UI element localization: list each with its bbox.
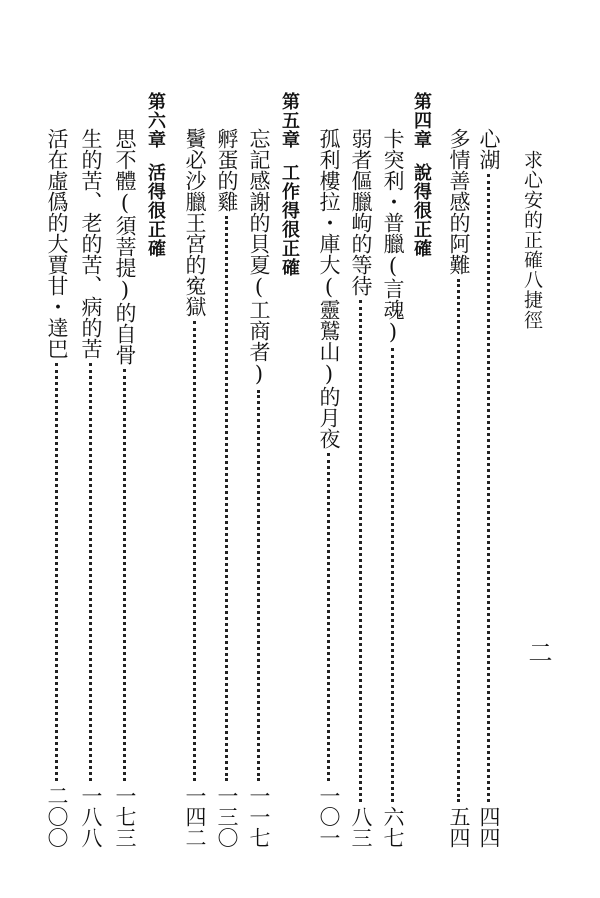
toc-entry-page: 六七 xyxy=(381,806,405,848)
toc-entry-page: 一〇一 xyxy=(317,785,341,848)
toc-entry-title: 活在虛僞的大賈甘・達巴 xyxy=(45,128,69,359)
toc-entry-title: 卡突利・普臘(言魂) xyxy=(381,128,405,344)
toc-entry xyxy=(216,128,237,848)
toc-entry-page: 八三 xyxy=(349,806,373,848)
toc-entry-page: 一一七 xyxy=(247,785,271,848)
toc-entry xyxy=(318,128,339,848)
toc-entry-title: 多情善感的阿難 xyxy=(447,128,471,275)
dot-leader xyxy=(89,363,92,781)
page-number: 二 xyxy=(524,640,552,664)
toc-entry xyxy=(46,128,67,848)
dot-leader xyxy=(225,216,228,781)
running-title: 求心安的正確八捷徑 xyxy=(521,150,543,330)
toc-entry xyxy=(350,128,371,848)
toc-entry-title: 鬢必沙臘王宮的寃獄 xyxy=(183,128,207,317)
dot-leader xyxy=(123,369,126,781)
dot-leader xyxy=(193,321,196,781)
toc-entry-title: 生的苦、老的苦、病的苦 xyxy=(79,128,103,359)
dot-leader xyxy=(359,300,362,802)
toc-entry-title: 思不體(須菩提)的自骨 xyxy=(113,128,137,365)
chapter-title: 工作得很正確 xyxy=(279,163,300,277)
chapter-number: 第四章 xyxy=(411,92,432,149)
chapter-title: 說得很正確 xyxy=(411,163,432,258)
chapter-heading xyxy=(412,92,430,258)
dot-leader xyxy=(487,174,490,802)
toc-entry-page: 五四 xyxy=(447,806,471,848)
toc-entry-title: 弱者傴臘岣的等待 xyxy=(349,128,373,296)
chapter-title: 活得很正確 xyxy=(145,163,166,258)
dot-leader xyxy=(391,348,394,802)
toc-entry-title: 忘記感謝的貝夏(工商者) xyxy=(247,128,271,386)
toc-entry xyxy=(114,128,135,848)
toc-entry-page: 二〇〇 xyxy=(45,785,69,848)
toc-entry xyxy=(478,128,499,848)
toc-entry-page: 一八八 xyxy=(79,785,103,848)
toc-entry-page: 一四二 xyxy=(183,785,207,848)
toc-entry-title: 心湖 xyxy=(477,128,501,170)
dot-leader xyxy=(457,279,460,802)
chapter-heading xyxy=(146,92,164,258)
chapter-number: 第六章 xyxy=(145,92,166,149)
dot-leader xyxy=(327,453,330,781)
toc-entry-title: 孵蛋的雞 xyxy=(215,128,239,212)
toc-entry-page: 一七三 xyxy=(113,785,137,848)
toc-entry-page: 一三〇 xyxy=(215,785,239,848)
toc-entry-page: 四四 xyxy=(477,806,501,848)
toc-entry xyxy=(382,128,403,848)
chapter-number: 第五章 xyxy=(279,92,300,149)
toc-entry xyxy=(448,128,469,848)
dot-leader xyxy=(257,390,260,781)
toc-entry-title: 孤利樓拉・庫大(靈鷲山)的月夜 xyxy=(317,128,341,449)
toc-entry xyxy=(80,128,101,848)
toc-entry xyxy=(184,128,205,848)
dot-leader xyxy=(55,363,58,781)
chapter-heading xyxy=(280,92,298,277)
toc-entry xyxy=(248,128,269,848)
